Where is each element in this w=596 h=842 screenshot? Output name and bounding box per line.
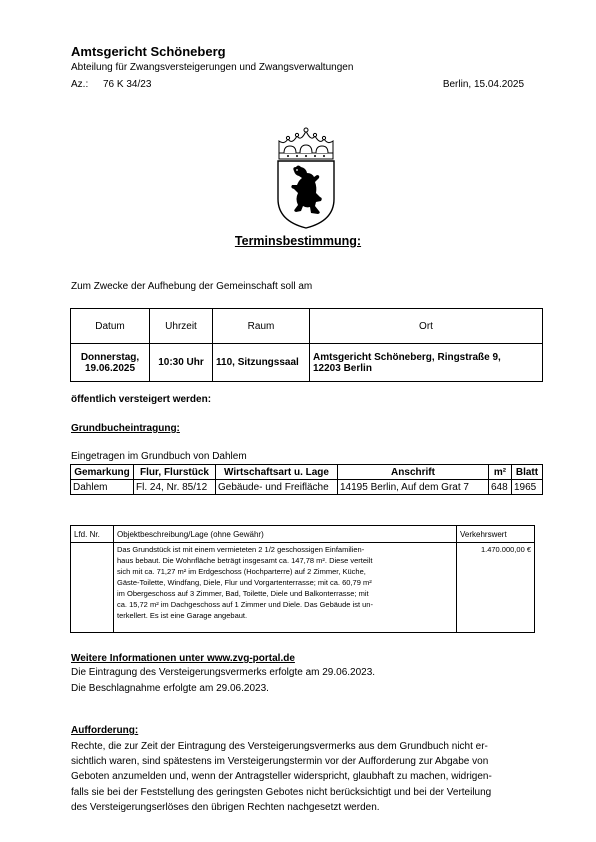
header-datum: Datum (71, 309, 150, 344)
grundbuch-table (70, 464, 543, 495)
cell-verkehrswert: 1.470.000,00 € (457, 543, 535, 633)
termin-uhrzeit: 10:30 Uhr (150, 344, 213, 382)
termin-datum-line2: 19.06.2025 (84, 362, 136, 374)
termin-ort-line2: 12203 Berlin (313, 362, 372, 374)
header-verkehrswert: Verkehrswert (457, 526, 535, 543)
termin-datum (71, 344, 150, 382)
court-name: Amtsgericht Schöneberg (71, 44, 226, 59)
termin-table (70, 308, 543, 382)
aufforderung-title: Aufforderung: (71, 725, 139, 736)
weitere-info-title[interactable]: Weitere Informationen unter www.zvg-portal.de (71, 653, 295, 664)
header-m2: m² (489, 465, 512, 480)
beschreibung-line: sich mit ca. 71,27 m² im Erdgeschoss (Hochparterre) auf 2 Zimmer, Küche, (117, 567, 366, 576)
grundbuch-intro: Eingetragen im Grundbuch von Dahlem (71, 451, 247, 462)
cell-beschreibung (114, 543, 457, 633)
az-value: 76 K 34/23 (103, 79, 152, 90)
header-uhrzeit: Uhrzeit (150, 309, 213, 344)
header-lfd-nr: Lfd. Nr. (71, 526, 114, 543)
page-title: Terminsbestimmung: (234, 234, 362, 248)
cell-blatt: 1965 (512, 480, 543, 495)
header-wirtschaftsart: Wirtschaftsart u. Lage (216, 465, 338, 480)
beschreibung-line: ca. 15,72 m² im Dachgeschoss auf 1 Zimmer und Diele. Das Gebäude ist un- (117, 600, 373, 609)
aufforderung-line: falls sie bei der Feststellung des geringsten Gebotes nicht berücksichtigt und bei der Verteilung (71, 786, 492, 798)
termin-raum: 110, Sitzungssaal (213, 344, 310, 382)
versteigert-text: öffentlich versteigert werden: (71, 394, 212, 405)
cell-lfd-nr (71, 543, 114, 633)
table-row (71, 480, 543, 495)
aufforderung-line: des Versteigerungserlöses den übrigen Rechten nachgesetzt werden. (71, 801, 380, 813)
aufforderung-text (71, 739, 534, 815)
cell-m2: 648 (489, 480, 512, 495)
header-anschrift: Anschrift (338, 465, 489, 480)
berlin-bear-crest-icon (270, 127, 342, 231)
header-blatt: Blatt (512, 465, 543, 480)
cell-gemarkung: Dahlem (71, 480, 134, 495)
cell-flur: Fl. 24, Nr. 85/12 (134, 480, 216, 495)
table-header-row (71, 526, 535, 543)
termin-ort (310, 344, 543, 382)
beschreibung-line: haus bebaut. Die Wohnfläche beträgt insgesamt ca. 147,78 m². Diese verteilt (117, 556, 373, 565)
objekt-table (70, 525, 535, 633)
header-flur: Flur, Flurstück (134, 465, 216, 480)
table-header-row (71, 309, 543, 344)
eintragung-text: Die Eintragung des Versteigerungsvermerks erfolgte am 29.06.2023. (71, 667, 376, 678)
grundbuch-title: Grundbucheintragung: (71, 423, 180, 434)
termin-ort-line1: Amtsgericht Schöneberg, Ringstraße 9, (313, 351, 501, 363)
header-ort: Ort (310, 309, 543, 344)
table-header-row (71, 465, 543, 480)
beschreibung-line: Das Grundstück ist mit einem vermieteten 2 1/2 geschossigen Einfamilien- (117, 545, 365, 554)
beschreibung-line: terkellert. Es ist eine Garage angebaut. (117, 611, 248, 620)
table-row (71, 543, 535, 633)
table-row (71, 344, 543, 382)
aufforderung-line: Geboten anzumelden und, wenn der Antragsteller widerspricht, glaubhaft zu machen, widrigen- (71, 771, 492, 783)
department: Abteilung für Zwangsversteigerungen und Zwangsverwaltungen (71, 62, 354, 73)
termin-datum-line1: Donnerstag, (80, 351, 140, 363)
beschlagnahme-text: Die Beschlagnahme erfolgte am 29.06.2023. (71, 683, 269, 694)
place-date: Berlin, 15.04.2025 (442, 79, 524, 90)
intro-text: Zum Zwecke der Aufhebung der Gemeinschaft soll am (71, 281, 313, 292)
cell-anschrift: 14195 Berlin, Auf dem Grat 7 (338, 480, 489, 495)
beschreibung-line: im Obergeschoss auf 3 Zimmer, Bad, Toilette, Diele und Balkonterrasse; mit (117, 589, 369, 598)
cell-wirtschaftsart: Gebäude- und Freifläche (216, 480, 338, 495)
az-label: Az.: (71, 79, 89, 90)
header-raum: Raum (213, 309, 310, 344)
header-beschreibung: Objektbeschreibung/Lage (ohne Gewähr) (114, 526, 457, 543)
aufforderung-line: sichtlich waren, sind spätestens im Versteigerungstermin vor der Aufforderung zur Abgabe von (71, 756, 489, 768)
header-gemarkung: Gemarkung (71, 465, 134, 480)
beschreibung-line: Gäste-Toilette, Windfang, Diele, Flur und Vorgartenterrasse; mit ca. 60,79 m² (117, 578, 372, 587)
aufforderung-line: Rechte, die zur Zeit der Eintragung des Versteigerungsvermerks aus dem Grundbuch nicht er- (71, 741, 488, 752)
